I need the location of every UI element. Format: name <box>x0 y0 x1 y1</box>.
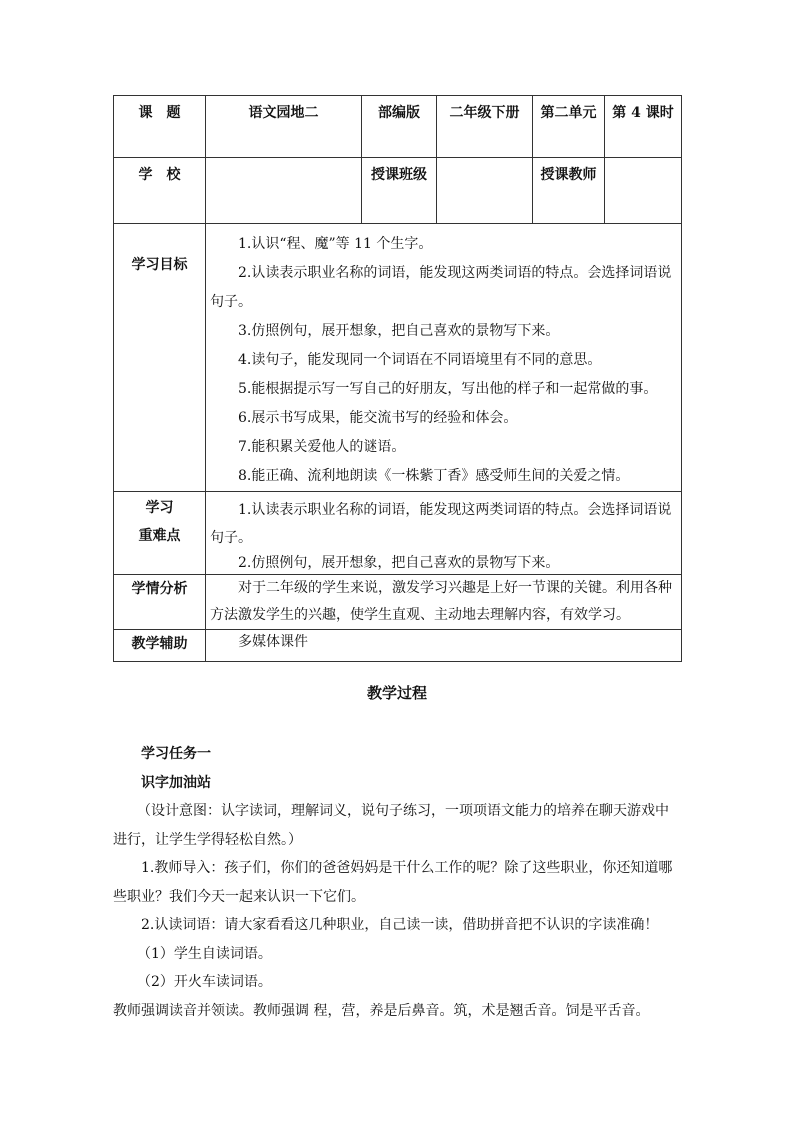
class-label: 授课班级 <box>362 158 437 224</box>
topic-label: 课 题 <box>114 96 206 158</box>
key-points-label-line1: 学习 <box>145 500 174 516</box>
analysis-content <box>206 575 682 630</box>
school-value <box>206 158 362 224</box>
task-title: 学习任务一 <box>141 746 211 762</box>
table-row <box>114 96 682 158</box>
table-row <box>114 630 682 662</box>
analysis-label: 学情分析 <box>114 575 206 630</box>
analysis-text: 对于二年级的学生来说，激发学习兴趣是上好一节课的关键。利用各种方法激发学生的兴趣，使学生直观、主动地去理解内容，有效学习。 <box>210 580 672 623</box>
design-intent: （设计意图：认字读词，理解词义，说句子练习，一项项语文能力的培养在聊天游戏中进行，让学生学得轻松自然。） <box>113 803 669 848</box>
table-row <box>114 492 682 575</box>
goal-item: 3.仿照例句，展开想象，把自己喜欢的景物写下来。 <box>238 323 560 339</box>
table-row <box>114 158 682 224</box>
process-title: 教学过程 <box>366 684 427 702</box>
school-label: 学 校 <box>114 158 206 224</box>
key-points-content <box>206 492 682 575</box>
process-body <box>113 740 681 1025</box>
grade: 二年级下册 <box>437 96 533 158</box>
goal-item: 6.展示书写成果，能交流书写的经验和体会。 <box>238 410 518 426</box>
topic-value: 语文园地二 <box>206 96 362 158</box>
key-points-label <box>114 492 206 575</box>
teacher-value <box>605 158 682 224</box>
task-subtitle: 识字加油站 <box>141 774 211 791</box>
teacher-label: 授课教师 <box>533 158 605 224</box>
key-point-item: 2.仿照例句，展开想象，把自己喜欢的景物写下来。 <box>238 555 560 571</box>
aids-content <box>206 630 682 662</box>
lesson-plan-table <box>113 95 682 662</box>
aids-label: 教学辅助 <box>114 630 206 662</box>
aids-text: 多媒体课件 <box>238 634 308 650</box>
table-row <box>114 224 682 492</box>
unit: 第二单元 <box>533 96 605 158</box>
goal-item: 7.能积累关爱他人的谜语。 <box>238 439 406 455</box>
step-2: 2.认读词语：请大家看看这几种职业，自己读一读，借助拼音把不认识的字读准确！ <box>141 917 659 933</box>
goals-content <box>206 224 682 492</box>
step-2a: （1）学生自读词语。 <box>137 945 272 962</box>
goal-item: 2.认读表示职业名称的词语，能发现这两类词语的特点。会选择词语说句子。 <box>210 265 672 310</box>
step-2b: （2）开火车读词语。 <box>137 974 272 990</box>
goal-item: 4.读句子，能发现同一个词语在不同语境里有不同的意思。 <box>238 352 602 368</box>
goal-item: 5.能根据提示写一写自己的好朋友，写出他的样子和一起常做的事。 <box>238 381 658 397</box>
key-point-item: 1.认读表示职业名称的词语，能发现这两类词语的特点。会选择词语说句子。 <box>210 502 672 546</box>
goal-item: 1.认识“程、魔”等 11 个生字。 <box>238 236 433 252</box>
key-points-label-line2: 重难点 <box>138 528 181 544</box>
goals-label: 学习目标 <box>114 224 206 492</box>
table-row <box>114 575 682 630</box>
class-value <box>437 158 533 224</box>
lesson-number: 第 4 课时 <box>605 96 682 158</box>
step-1: 1.教师导入：孩子们，你们的爸爸妈妈是干什么工作的呢？除了这些职业，你还知道哪些职业？我们今天一起来认识一下它们。 <box>113 860 673 905</box>
edition: 部编版 <box>362 96 437 158</box>
goal-item: 8.能正确、流利地朗读《一株紫丁香》感受师生间的关爱之情。 <box>238 468 630 484</box>
step-2c: 教师强调读音并领读。教师强调 程，营，养是后鼻音。筑，术是翘舌音。饲是平舌音。 <box>113 1002 650 1019</box>
